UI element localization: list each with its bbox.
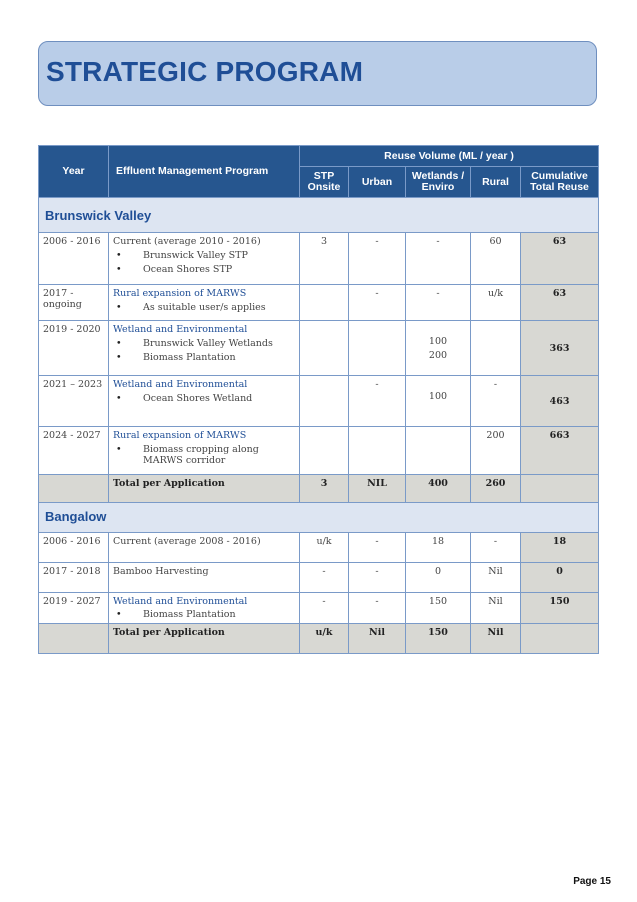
header-urban: Urban [349, 167, 406, 198]
stp-cell [300, 285, 349, 321]
program-cell [109, 533, 300, 563]
program-title: Wetland and Environmental [113, 324, 248, 335]
program-bullet: • Brunswick Valley Wetlands [113, 338, 295, 349]
wetlands-cell: 150 [406, 593, 471, 624]
title-banner [38, 41, 597, 106]
total-stp: 3 [300, 475, 349, 503]
program-cell [109, 563, 300, 593]
table-row [39, 427, 599, 475]
cumulative-cell: 663 [521, 427, 599, 475]
year-cell: 2006 - 2016 [39, 533, 109, 563]
program-bullet: • Biomass cropping along MARWS corridor [113, 444, 295, 466]
rural-cell: Nil [471, 563, 521, 593]
urban-cell: - [349, 593, 406, 624]
reuse-volume-table [38, 145, 599, 654]
cumulative-cell: 18 [521, 533, 599, 563]
header-cum-line1: Cumulative [531, 170, 588, 182]
total-row-brunswick [39, 475, 599, 503]
header-stp-line2: Onsite [307, 181, 341, 193]
total-wetlands: 400 [406, 475, 471, 503]
rural-cell [471, 321, 521, 376]
section-title: Bangalow [39, 503, 599, 533]
program-bullet: • Biomass Plantation [113, 352, 295, 363]
header-stp-line1: STP [313, 170, 335, 182]
total-rural: 260 [471, 475, 521, 503]
section-row-brunswick [39, 198, 599, 233]
table-row [39, 563, 599, 593]
urban-cell: - [349, 563, 406, 593]
stp-cell [300, 376, 349, 427]
rural-cell: 60 [471, 233, 521, 285]
year-cell: 2017 - ongoing [39, 285, 109, 321]
header-wetlands [406, 167, 471, 198]
wetlands-value-2: 200 [428, 350, 448, 361]
header-year: Year [39, 146, 109, 198]
rural-cell: 200 [471, 427, 521, 475]
stp-cell: 3 [300, 233, 349, 285]
program-bullet: • Biomass Plantation [113, 609, 295, 620]
program-cell [109, 321, 300, 376]
table-row [39, 593, 599, 624]
stp-cell: - [300, 593, 349, 624]
wetlands-cell: - [406, 233, 471, 285]
wetlands-cell [406, 321, 471, 376]
program-cell [109, 427, 300, 475]
program-bullet: • As suitable user/s applies [113, 302, 295, 313]
program-bullet: • Ocean Shores Wetland [113, 393, 295, 404]
header-program: Effluent Management Program [109, 146, 300, 198]
program-title: Rural expansion of MARWS [113, 430, 247, 441]
program-cell [109, 285, 300, 321]
wetlands-cell: 18 [406, 533, 471, 563]
table-row [39, 321, 599, 376]
wetlands-cell [406, 376, 471, 427]
header-reuse-volume: Reuse Volume (ML / year ) [300, 146, 599, 167]
program-title: Current (average 2008 - 2016) [113, 536, 261, 547]
year-cell: 2019 - 2020 [39, 321, 109, 376]
wetlands-cell [406, 427, 471, 475]
program-title: Wetland and Environmental [113, 379, 248, 390]
total-label: Total per Application [109, 475, 300, 503]
total-label: Total per Application [109, 624, 300, 654]
year-cell: 2006 - 2016 [39, 233, 109, 285]
urban-cell: - [349, 285, 406, 321]
page-number: Page 15 [573, 876, 611, 887]
total-rural: Nil [471, 624, 521, 654]
program-bullet: • Brunswick Valley STP [113, 250, 295, 261]
table-row [39, 285, 599, 321]
year-cell: 2021 – 2023 [39, 376, 109, 427]
year-cell: 2024 - 2027 [39, 427, 109, 475]
urban-cell [349, 321, 406, 376]
stp-cell: u/k [300, 533, 349, 563]
program-title: Current (average 2010 - 2016) [113, 236, 261, 247]
cumulative-cell: 150 [521, 593, 599, 624]
program-cell [109, 233, 300, 285]
table-row [39, 533, 599, 563]
table-row [39, 233, 599, 285]
total-urban: Nil [349, 624, 406, 654]
rural-cell: - [471, 376, 521, 427]
reuse-table-wrapper [38, 145, 598, 654]
year-cell: 2017 - 2018 [39, 563, 109, 593]
urban-cell: - [349, 376, 406, 427]
program-cell [109, 593, 300, 624]
stp-cell [300, 427, 349, 475]
section-row-bangalow [39, 503, 599, 533]
urban-cell: - [349, 233, 406, 285]
program-title: Rural expansion of MARWS [113, 288, 247, 299]
table-row [39, 376, 599, 427]
rural-cell: u/k [471, 285, 521, 321]
rural-cell: - [471, 533, 521, 563]
header-wetlands-line1: Wetlands / [411, 170, 465, 182]
program-cell [109, 376, 300, 427]
stp-cell: - [300, 563, 349, 593]
urban-cell [349, 427, 406, 475]
wetlands-cell: 0 [406, 563, 471, 593]
total-row-bangalow [39, 624, 599, 654]
program-title: Wetland and Environmental [113, 596, 248, 607]
wetlands-cell: - [406, 285, 471, 321]
program-bullet: • Ocean Shores STP [113, 264, 295, 275]
wetlands-value-1: 100 [428, 336, 448, 347]
program-title: Bamboo Harvesting [113, 566, 209, 577]
total-urban: NIL [349, 475, 406, 503]
cumulative-cell: 363 [521, 321, 599, 376]
header-wetlands-line2: Enviro [421, 181, 455, 193]
cumulative-cell: 463 [521, 376, 599, 427]
total-stp: u/k [300, 624, 349, 654]
urban-cell: - [349, 533, 406, 563]
header-stp-onsite [300, 167, 349, 198]
header-cum-line2: Total Reuse [530, 181, 589, 193]
total-wetlands: 150 [406, 624, 471, 654]
page-title: STRATEGIC PROGRAM [46, 56, 364, 87]
cumulative-cell: 0 [521, 563, 599, 593]
cumulative-cell: 63 [521, 285, 599, 321]
stp-cell [300, 321, 349, 376]
header-rural: Rural [471, 167, 521, 198]
section-title: Brunswick Valley [39, 198, 599, 233]
wetlands-value: 100 [428, 391, 448, 402]
rural-cell: Nil [471, 593, 521, 624]
cumulative-cell: 63 [521, 233, 599, 285]
header-cumulative [521, 167, 599, 198]
year-cell: 2019 - 2027 [39, 593, 109, 624]
